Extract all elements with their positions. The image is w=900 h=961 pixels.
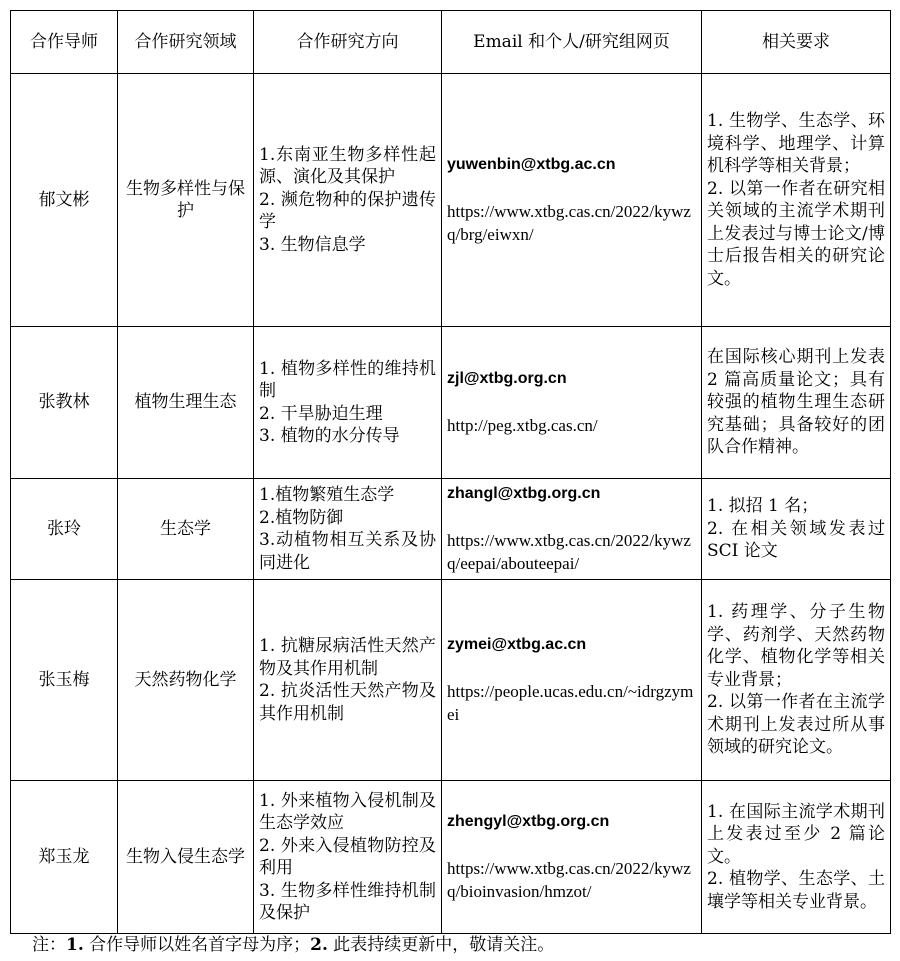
requirement-item: 在国际核心期刊上发表 2 篇高质量论文；具有较强的植物生理生态研究基础；具备较好的团队合作精神。 [707, 347, 885, 458]
table-row [11, 74, 891, 327]
group-webpage-link: https://people.ucas.edu.cn/~idrgzymei [447, 682, 694, 725]
group-webpage-link: https://www.xtbg.cas.cn/2022/kywzq/brg/eiwxn/ [447, 202, 691, 245]
direction-item: 2.植物防御 [259, 507, 344, 528]
footnote-prefix: 注： [32, 935, 66, 955]
contact-cell [442, 74, 702, 327]
contact-cell [442, 479, 702, 580]
direction-item: 3. 生物信息学 [259, 234, 366, 255]
footnote-number-2: 2. [310, 935, 328, 955]
requirement-item: 1. 拟招 1 名； [707, 496, 819, 517]
table-row [11, 327, 891, 479]
footnote [32, 933, 554, 957]
email-address: zhengyl@xtbg.org.cn [447, 812, 610, 830]
research-directions [254, 74, 442, 327]
requirements [702, 327, 891, 479]
research-directions [254, 327, 442, 479]
header-supervisor: 合作导师 [11, 11, 118, 74]
supervisor-name: 郁文彬 [11, 74, 118, 327]
research-field: 生物多样性与保护 [118, 74, 254, 327]
contact-cell [442, 327, 702, 479]
requirement-item: 2. 在相关领域发表过 SCI 论文 [707, 518, 885, 562]
contact-cell [442, 580, 702, 781]
contact-cell [442, 781, 702, 934]
requirement-item: 1. 药理学、分子生物学、药剂学、天然药物化学、植物化学等相关专业背景； [707, 602, 885, 690]
header-direction: 合作研究方向 [254, 11, 442, 74]
table-row [11, 781, 891, 934]
footnote-text-2: 此表持续更新中，敬请关注。 [327, 935, 555, 955]
direction-item: 1.植物繁殖生态学 [259, 485, 395, 505]
footnote-text-1: 合作导师以姓名首字母为序； [83, 935, 311, 955]
research-field: 天然药物化学 [118, 580, 254, 781]
research-field: 植物生理生态 [118, 327, 254, 479]
requirement-item: 1. 生物学、生态学、环境科学、地理学、计算机科学等相关背景； [707, 111, 885, 176]
group-webpage-link: http://peg.xtbg.cas.cn/ [447, 416, 598, 436]
requirements [702, 74, 891, 327]
group-webpage-link: https://www.xtbg.cas.cn/2022/kywzq/eepai/abouteepai/ [447, 531, 691, 574]
requirement-item: 2. 以第一作者在研究相关领域的主流学术期刊上发表过与博士论文/博士后报告相关的研究论文。 [707, 178, 885, 289]
supervisor-table [10, 10, 891, 934]
email-address: yuwenbin@xtbg.ac.cn [447, 155, 616, 173]
direction-item: 1. 抗糖尿病活性天然产物及其作用机制 [259, 636, 436, 679]
direction-item: 1. 外来植物入侵机制及生态学效应 [259, 790, 436, 833]
document-sheet [10, 10, 891, 934]
requirement-item: 2. 以第一作者在主流学术期刊上发表过所从事领域的研究论文。 [707, 692, 885, 758]
requirement-item: 2. 植物学、生态学、土壤学等相关专业背景。 [707, 869, 885, 912]
research-field: 生态学 [118, 479, 254, 580]
header-email-web: Email 和个人/研究组网页 [442, 11, 702, 74]
direction-item: 3. 生物多样性维持机制及保护 [259, 880, 436, 923]
footnote-number-1: 1. [66, 935, 84, 955]
direction-item: 1. 植物多样性的维持机制 [259, 358, 436, 401]
research-directions [254, 580, 442, 781]
header-row [11, 11, 891, 74]
group-webpage-link: https://www.xtbg.cas.cn/2022/kywzq/bioinvasion/hmzot/ [447, 859, 691, 902]
table-row [11, 580, 891, 781]
research-field: 生物入侵生态学 [118, 781, 254, 934]
research-directions [254, 479, 442, 580]
supervisor-name: 张玉梅 [11, 580, 118, 781]
supervisor-name: 张教林 [11, 327, 118, 479]
direction-item: 2. 干旱胁迫生理 [259, 403, 383, 424]
email-address: zhangl@xtbg.org.cn [447, 484, 601, 502]
requirements [702, 479, 891, 580]
supervisor-name: 张玲 [11, 479, 118, 580]
requirement-item: 1. 在国际主流学术期刊上发表过至少 2 篇论文。 [707, 801, 885, 867]
email-address: zjl@xtbg.org.cn [447, 369, 567, 387]
header-field: 合作研究领域 [118, 11, 254, 74]
supervisor-name: 郑玉龙 [11, 781, 118, 934]
table-row [11, 479, 891, 580]
direction-item: 2. 濒危物种的保护遗传学 [259, 189, 436, 233]
header-requirements: 相关要求 [702, 11, 891, 74]
direction-item: 2. 外来入侵植物防控及利用 [259, 835, 436, 878]
direction-item: 1.东南亚生物多样性起源、演化及其保护 [259, 144, 436, 188]
requirements [702, 580, 891, 781]
direction-item: 2. 抗炎活性天然产物及其作用机制 [259, 681, 436, 724]
requirements [702, 781, 891, 934]
direction-item: 3.动植物相互关系及协同进化 [259, 530, 436, 573]
research-directions [254, 781, 442, 934]
email-address: zymei@xtbg.ac.cn [447, 635, 587, 653]
direction-item: 3. 植物的水分传导 [259, 426, 400, 446]
